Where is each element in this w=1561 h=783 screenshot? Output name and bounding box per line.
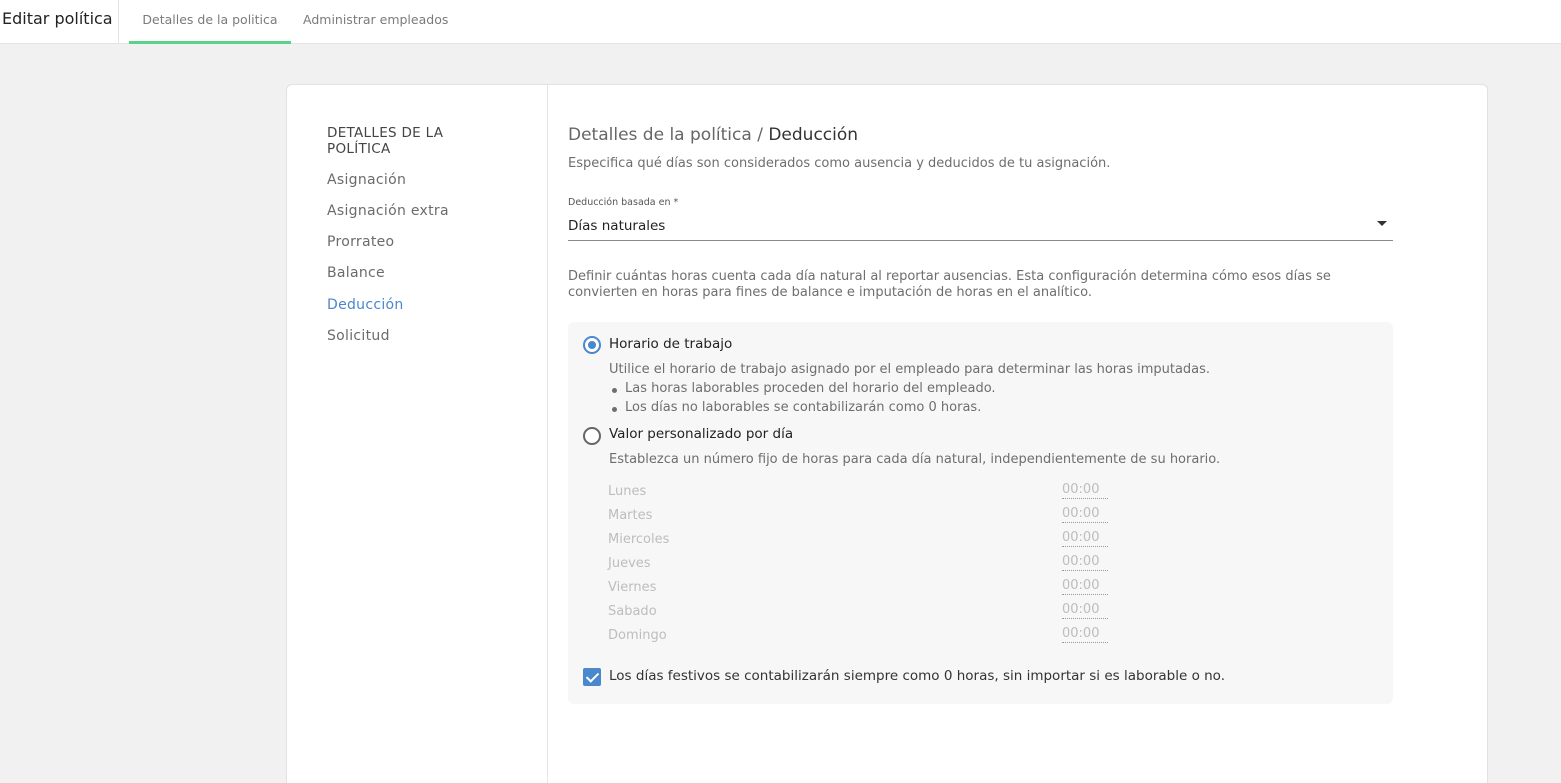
tab-manage-employees[interactable]: Administrar empleados — [303, 12, 449, 27]
option-work-schedule-description: Utilice el horario de trabajo asignado por el empleado para determinar las horas imputadas. — [609, 362, 1211, 377]
time-input-viernes[interactable]: 00:00 — [1062, 578, 1108, 595]
top-bar — [0, 0, 1561, 44]
list-item: Las horas laborables proceden del horario del empleado. — [625, 381, 996, 396]
breadcrumb-current: Deducción — [768, 125, 859, 145]
day-label-domingo: Domingo — [608, 628, 667, 643]
tab-policy-details[interactable]: Detalles de la politica — [129, 0, 291, 44]
section-description: Especifica qué días son considerados como ausencia y deducidos de tu asignación. — [568, 156, 1111, 171]
deduction-select[interactable] — [568, 213, 1393, 241]
day-label-viernes: Viernes — [608, 580, 657, 595]
policy-card — [286, 84, 1488, 783]
day-label-sabado: Sabado — [608, 604, 657, 619]
sidebar-item-asignacion[interactable]: Asignación — [327, 172, 407, 188]
breadcrumb — [568, 125, 858, 145]
time-input-miercoles[interactable]: 00:00 — [1062, 530, 1108, 547]
time-input-sabado[interactable]: 00:00 — [1062, 602, 1108, 619]
info-text: Definir cuántas horas cuenta cada día natural al reportar ausencias. Esta configuración determina cómo esos días se convierten en horas para fines de balance e imputación de horas en el analítico. — [568, 269, 1331, 300]
option-custom-value-description: Establezca un número fijo de horas para cada día natural, independientemente de su horario. — [609, 452, 1221, 467]
holidays-checkbox[interactable] — [583, 668, 601, 686]
page-title: Editar política — [2, 9, 113, 28]
radio-work-schedule[interactable] — [583, 336, 601, 354]
day-label-lunes: Lunes — [608, 484, 647, 499]
sidebar-heading: DETALLES DE LA POLÍTICA — [327, 125, 444, 157]
sidebar-item-prorrateo[interactable]: Prorrateo — [327, 234, 395, 250]
chevron-down-icon — [1377, 221, 1387, 226]
breadcrumb-separator: / — [751, 125, 769, 145]
sidebar-item-solicitud[interactable]: Solicitud — [327, 328, 390, 344]
day-label-jueves: Jueves — [608, 556, 651, 571]
list-item: Los días no laborables se contabilizarán como 0 horas. — [625, 400, 982, 415]
sidebar-item-asignacion-extra[interactable]: Asignación extra — [327, 203, 449, 219]
deduction-select-label: Deducción basada en * — [568, 197, 679, 208]
hours-options-panel — [568, 322, 1393, 704]
time-input-jueves[interactable]: 00:00 — [1062, 554, 1108, 571]
breadcrumb-parent: Detalles de la política — [568, 125, 752, 145]
time-input-domingo[interactable]: 00:00 — [1062, 626, 1108, 643]
day-label-miercoles: Miercoles — [608, 532, 670, 547]
holidays-checkbox-label[interactable]: Los días festivos se contabilizarán siempre como 0 horas, sin importar si es laborable o no. — [609, 668, 1225, 684]
radio-custom-value[interactable] — [583, 427, 601, 445]
sidebar-item-balance[interactable]: Balance — [327, 265, 385, 281]
day-label-martes: Martes — [608, 508, 653, 523]
sidebar-divider — [547, 85, 548, 783]
deduction-select-value: Días naturales — [568, 218, 666, 234]
title-divider — [118, 0, 119, 43]
sidebar-item-deduccion[interactable]: Deducción — [327, 297, 404, 313]
option-custom-value-label[interactable]: Valor personalizado por día — [609, 426, 794, 442]
time-input-martes[interactable]: 00:00 — [1062, 506, 1108, 523]
option-work-schedule-label[interactable]: Horario de trabajo — [609, 336, 733, 352]
time-input-lunes[interactable]: 00:00 — [1062, 482, 1108, 499]
